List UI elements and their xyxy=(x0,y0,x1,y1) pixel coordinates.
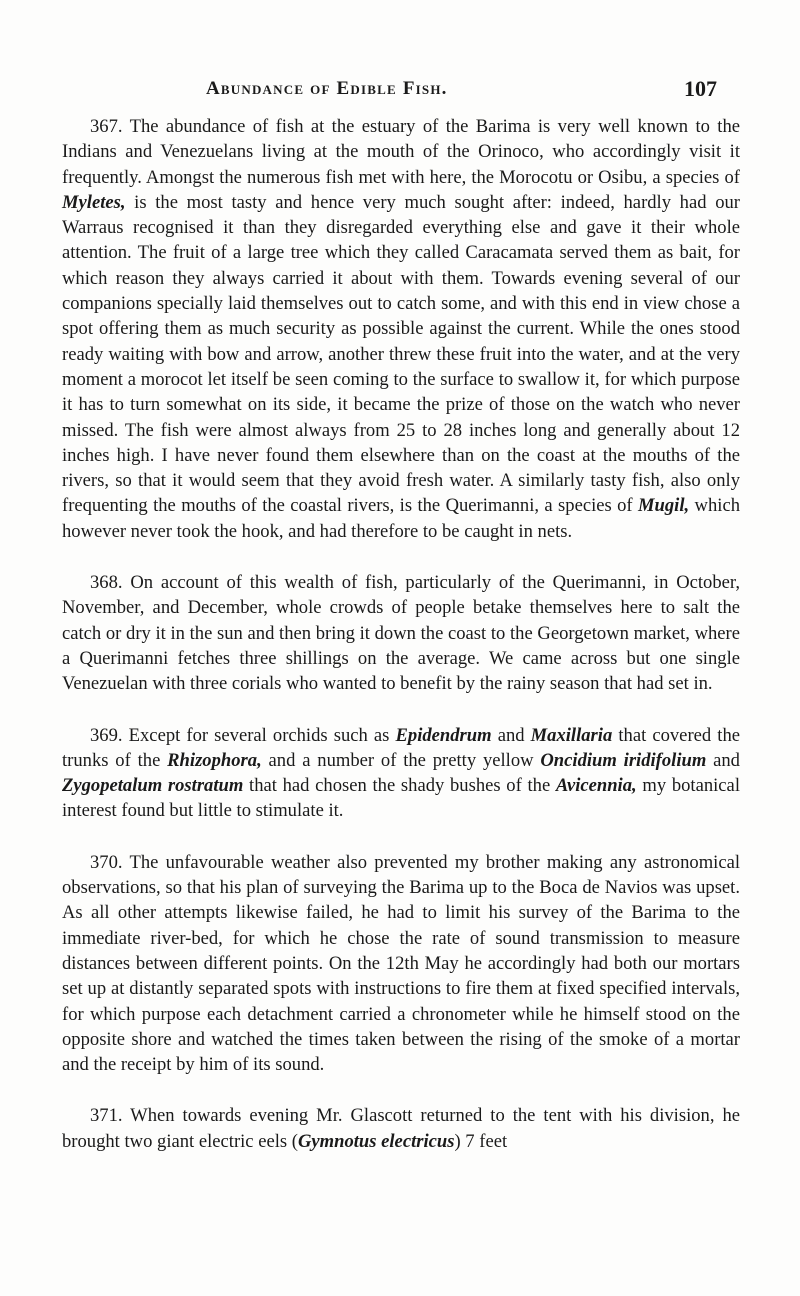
paragraph-text: On account of this wealth of fish, particularly of the Querimanni, in October, November, and December, whole crowds of people betake themselves here to salt the catch or dry it in the sun and then bring it down the coast to the Georgetown market, where a Querimanni fetches three shillings on the average. We came across but one single Venezuelan with three corials who wanted to benefit by the rainy season that had set in. xyxy=(62,572,740,695)
paragraph-text: When towards evening Mr. Glascott returned to the tent with his division, he brought two giant electric eels ( xyxy=(62,1105,740,1152)
paragraph-text: The abundance of fish at the estuary of the Barima is very well known to the Indians and Venezuelans living at the mouth of the Orinoco, who accordingly visit it frequently. Amongst the numerous fish met with here, the Morocotu or Osibu, a species of xyxy=(62,116,741,188)
page-number: 107 xyxy=(684,76,717,101)
paragraph-number: 368. xyxy=(90,572,123,594)
paragraph-text: that had chosen the shady bushes of the xyxy=(243,775,556,797)
italic-term: Mugil, xyxy=(638,495,690,517)
paragraph-number: 370. xyxy=(90,851,123,873)
body-text xyxy=(62,114,740,1154)
running-title: Abundance of Edible Fish. xyxy=(206,78,448,99)
paragraph-text: ) 7 feet xyxy=(454,1130,508,1152)
paragraph-369 xyxy=(62,723,740,824)
italic-term: Maxillaria xyxy=(530,724,613,746)
paragraph-number: 367. xyxy=(90,116,123,137)
paragraph-text: which however never took the hook, and had therefore to be caught in nets. xyxy=(62,495,740,542)
paragraph-text: and xyxy=(706,749,740,771)
paragraph-371 xyxy=(62,1103,740,1154)
paragraph-text: and a number of the pretty yellow xyxy=(261,749,541,771)
italic-term: Oncidium iridifolium xyxy=(540,749,707,771)
paragraph-text: The unfavourable weather also prevented my brother making any astronomical observations, so that his plan of surveying the Barima up to the Boca de Navios was upset. As all other attempts likewise failed, he had to limit his survey of the Barima to the immediate river-bed, for which he chose the rate of sound transmission to measure distances between different points. On the 12th May he accordingly had both our mortars set up at distantly separated spots with instructions to fire them at fixed specified intervals, for which purpose each detachment carried a chronometer while he himself stood on the opposite shore and watched the times taken between the rising of the smoke of a mortar and the receipt by him of its sound. xyxy=(62,851,740,1076)
running-head xyxy=(0,74,800,108)
paragraph-text: is the most tasty and hence very much sought after: indeed, hardly had our Warraus recognised it than they disregarded everything else and gave it their whole attention. The fruit of a large tree which they called Caracamata served them as bait, for which reason they always carried it about with them. Towards evening several of our companions specially laid themselves out to catch some, and with this end in view chose a spot offering them as much security as possible against the current. While the ones stood ready waiting with bow and arrow, another threw these fruit into the water, and at the very moment a morocot let itself be seen coming to the surface to swallow it, for which purpose it has to turn somewhat on its side, it became the prize of those on the watch who never missed. The fish were almost always from 25 to 28 inches long and generally about 12 inches high. I have never found them elsewhere than on the coast at the mouths of the rivers, so that it would seem that they avoid fresh water. A similarly tasty fish, also only frequenting the mouths of the coastal rivers, is the Querimanni, a species of xyxy=(62,191,740,517)
paragraph-367 xyxy=(62,114,740,544)
italic-term: Gymnotus electricus xyxy=(297,1130,455,1152)
paragraph-number: 369. xyxy=(90,724,123,746)
paragraph-text: and xyxy=(491,724,531,746)
paragraph-text: my botanical interest found but little to stimulate it. xyxy=(62,775,740,822)
italic-term: Rhizophora, xyxy=(167,749,262,771)
paragraph-text: Except for several orchids such as xyxy=(128,724,396,746)
italic-term: Zygopetalum rostratum xyxy=(62,775,244,797)
paragraph-368 xyxy=(62,570,740,696)
paragraph-370 xyxy=(62,850,740,1078)
italic-term: Myletes, xyxy=(62,191,126,213)
paragraph-number: 371. xyxy=(90,1105,123,1127)
paragraph-text: that covered the trunks of the xyxy=(62,724,740,771)
italic-term: Avicennia, xyxy=(555,775,637,797)
italic-term: Epidendrum xyxy=(395,724,492,746)
